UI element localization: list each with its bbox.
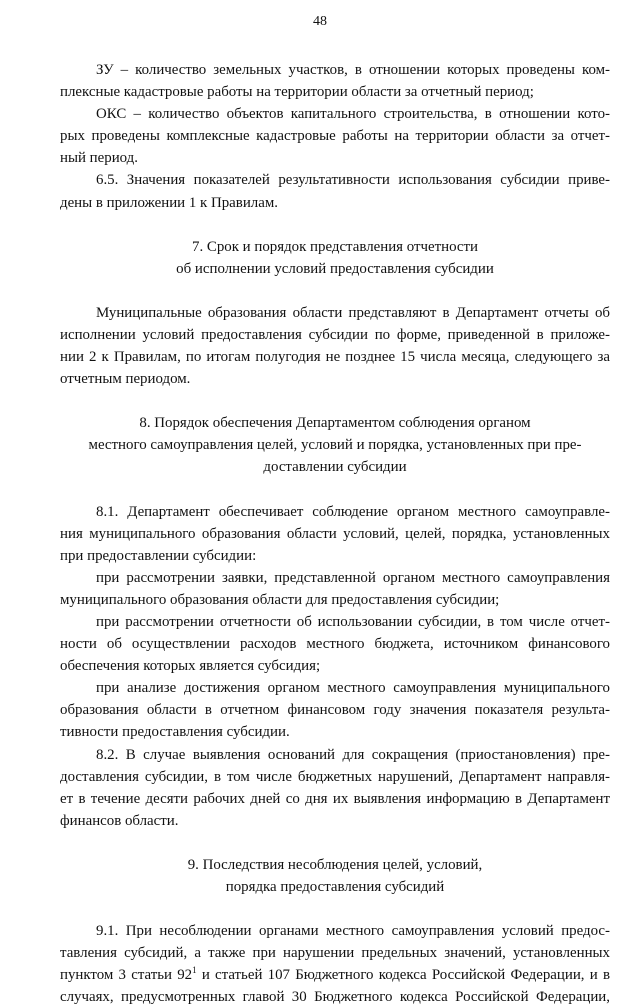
paragraph-zu-definition (60, 59, 610, 103)
section-heading-7 (60, 236, 610, 280)
text-line: тавления субсидий, а также при нарушении предельных значений, установленных (60, 945, 610, 962)
text-line: ный период. (60, 150, 138, 167)
paragraph-8-1-item-reporting (60, 611, 610, 677)
heading-line: 9. Последствия несоблюдения целей, условий, (187, 856, 483, 873)
paragraph-6-5 (60, 169, 610, 213)
heading-line: порядка предоставления субсидий (225, 879, 445, 895)
paragraph-8-2 (60, 744, 610, 832)
text-line: 8.2. В случае выявления оснований для сокращения (приостановления) пре- (96, 746, 610, 763)
heading-line: местного самоуправления целей, условий и порядка, установленных при пре- (88, 437, 582, 454)
text-line: при рассмотрении заявки, представленной органом местного самоуправления (96, 569, 610, 586)
text-line: ности об осуществлении расходов местного бюджета, источником финансового (60, 636, 610, 653)
heading-line: 7. Срок и порядок представления отчетности (192, 238, 478, 255)
text-line: доставления субсидии, в том числе бюджетных нарушений, Департамент направля- (60, 768, 610, 785)
text-line: при рассмотрении отчетности об использовании субсидии, в том числе отчет- (96, 613, 610, 630)
text-line: обеспечения которых является субсидия; (60, 658, 321, 675)
paragraph-8-1 (60, 501, 610, 567)
heading-line: 8. Порядок обеспечения Департаментом соблюдения органом (139, 415, 531, 432)
text-line: при анализе достижения органом местного самоуправления муниципального (96, 680, 610, 697)
text-line: рых проведены комплексные кадастровые работы на территории области за отчет- (60, 128, 610, 145)
page-number: 48 (313, 14, 327, 29)
text-line: нии 2 к Правилам, по итогам полугодия не позднее 15 числа месяца, следующего за (60, 349, 610, 366)
text-line: ет в течение десяти рабочих дней со дня их выявления информацию в Департамент (60, 790, 610, 807)
text-line: ОКС – количество объектов капитального строительства, в отношении кото- (96, 106, 610, 123)
paragraph-oks-definition (60, 103, 610, 169)
heading-line: доставлении субсидии (263, 459, 407, 476)
text-line: Муниципальные образования области представляют в Департамент отчеты об (96, 304, 610, 321)
text-fragment: и статьей 107 Бюджетного кодекса Российской Федерации, и в (196, 967, 610, 984)
text-line: финансов области. (60, 812, 179, 829)
text-fragment: пунктом 3 статьи 92 (60, 967, 193, 984)
paragraph-7 (60, 302, 610, 390)
text-line: исполнении условий предоставления субсидии по форме, приведенной в приложе- (60, 326, 610, 343)
text-line: 8.1. Департамент обеспечивает соблюдение органом местного самоуправле- (96, 503, 610, 520)
text-line: образования области в отчетном финансовом году значения показателя результа- (60, 702, 610, 719)
superscript: 1 (192, 965, 197, 976)
text-line: ЗУ – количество земельных участков, в отношении которых проведены ком- (96, 62, 610, 78)
paragraph-8-1-item-application (60, 567, 610, 611)
text-line: тивности предоставления субсидии. (60, 724, 290, 741)
text-line: дены в приложении 1 к Правилам. (60, 194, 278, 211)
text-line: при предоставлении субсидии: (60, 547, 257, 564)
text-line: 9.1. При несоблюдении органами местного самоуправления условий предос- (96, 923, 610, 940)
text-line: ния муниципального образования области условий, целей, порядка, установленных (60, 525, 610, 542)
paragraph-9-1 (60, 920, 610, 1008)
text-line: 6.5. Значения показателей результативности использования субсидии приве- (96, 172, 610, 189)
paragraph-8-1-item-analysis (60, 677, 610, 743)
text-line: случаях, предусмотренных главой 30 Бюджетного кодекса Российской Федерации, (60, 989, 610, 1006)
document-body (60, 59, 610, 1008)
text-line: плексные кадастровые работы на территории области за отчетный период; (60, 84, 534, 101)
section-heading-8 (60, 412, 610, 478)
section-heading-9 (60, 854, 610, 898)
text-line-with-superscript (60, 964, 610, 986)
text-line: отчетным периодом. (60, 371, 191, 388)
heading-line: об исполнении условий предоставления субсидии (176, 260, 494, 277)
text-line: муниципального образования области для предоставления субсидии; (60, 591, 500, 608)
